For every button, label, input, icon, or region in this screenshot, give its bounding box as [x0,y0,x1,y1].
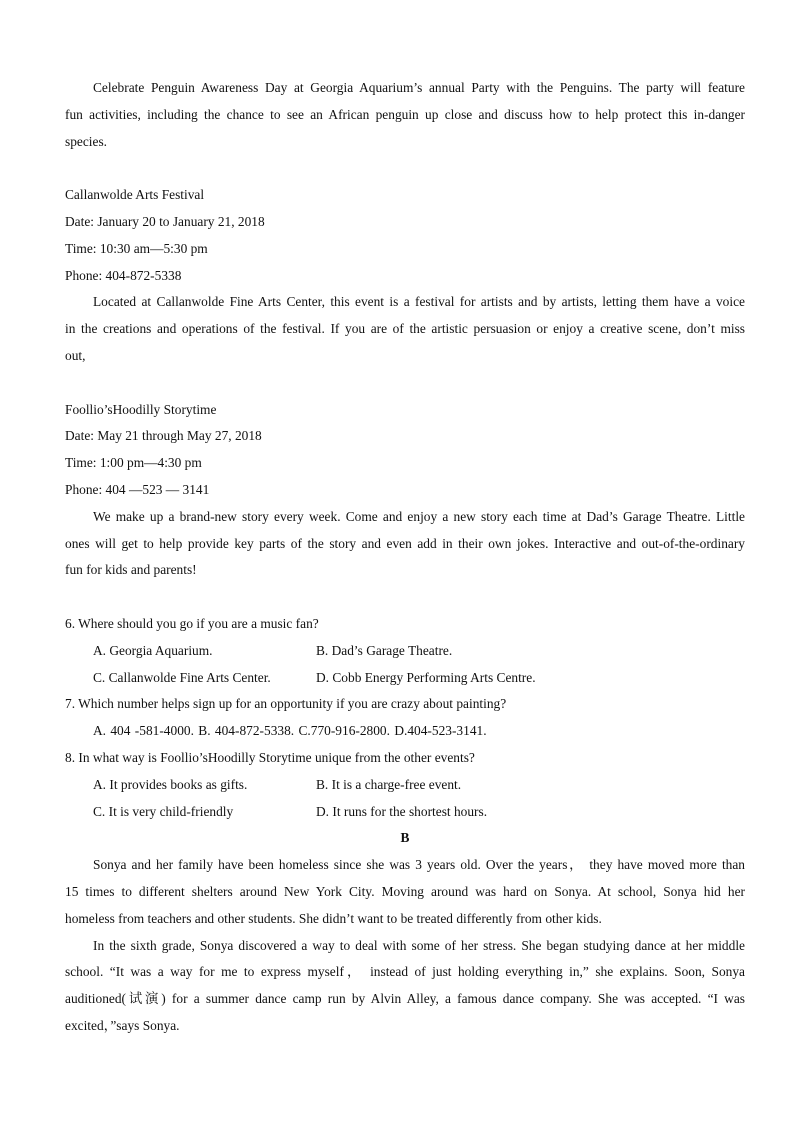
event-time: Time: 10:30 am—5:30 pm [65,240,208,256]
text-line: out, [65,347,86,363]
question-stem: 8. In what way is Foollio’sHoodilly Storytime unique from the other events? [65,749,475,765]
text-line: fun activities, including the chance to see an African penguin up close and discuss how to help protect this in-danger [65,106,745,122]
option-b: B. It is a charge-free event. [316,776,462,792]
text-line: In the sixth grade, Sonya discovered a way to deal with some of her stress. She began studying dance at her middle [93,937,745,953]
document-page [65,75,745,1040]
question-6 [65,611,745,691]
event-date: Date: May 21 through May 27, 2018 [65,428,262,444]
option-row [65,799,745,826]
option-d: D. It runs for the shortest hours. [316,803,488,819]
passage-b-paragraph-2 [65,933,745,1040]
passage-b-paragraph-1 [65,852,745,932]
text-line: auditioned(试演) for a summer dance camp run by Alvin Alley, a famous dance company. She was accepted. “I was [65,991,745,1007]
option-d: D. Cobb Energy Performing Arts Centre. [316,669,536,685]
event-phone: Phone: 404-872-5338 [65,267,182,283]
spacer [65,370,745,397]
option-c: C. It is very child-friendly [93,803,234,819]
text-line: school. “It was a way for me to express myself， instead of just holding everything in,” she explains. Soon, Sonya [65,964,745,980]
text-line: fun for kids and parents! [65,562,197,578]
option-a: A. It provides books as gifts. [93,776,248,792]
text-line: Sonya and her family have been homeless since she was 3 years old. Over the years， they have moved more than [93,857,745,873]
event-callanwolde [65,182,745,370]
event-storytime [65,397,745,585]
spacer [65,584,745,611]
text-line: in the creations and operations of the festival. If you are of the artistic persuasion or enjoy a creative scene, don’t miss [65,321,745,337]
event-title: Callanwolde Arts Festival [65,187,205,203]
event-title: Foollio’sHoodilly Storytime [65,401,217,417]
text-line: We make up a brand-new story every week. Come and enjoy a new story each time at Dad’s Garage Theatre. Little [93,508,745,524]
text-line: excited，”says Sonya. [65,1017,180,1033]
text-line: ones will get to help provide key parts of the story and even add in their own jokes. Interactive and out-of-the-ordinary [65,535,745,551]
event-time: Time: 1:00 pm—4:30 pm [65,455,202,471]
spacer [65,155,745,182]
intro-paragraph [65,75,745,155]
section-heading: B [400,830,410,846]
option-a: A. Georgia Aquarium. [93,642,213,658]
text-line: Celebrate Penguin Awareness Day at Georgia Aquarium’s annual Party with the Penguins. The party will feature [93,80,745,95]
option-row [65,638,745,665]
option-c: C. Callanwolde Fine Arts Center. [93,669,271,685]
text-line: species. [65,133,108,149]
option-row [65,772,745,799]
event-date: Date: January 20 to January 21, 2018 [65,213,265,229]
text-line: 15 times to different shelters around New York City. Moving around was hard on Sonya. At school, Sonya hid her [65,883,745,899]
option-line: A. 404 -581-4000. B. 404-872-5338. C.770-916-2800. D.404-523-3141. [93,723,487,739]
question-7 [65,691,745,745]
event-phone: Phone: 404 —523 — 3141 [65,481,210,497]
text-line: homeless from teachers and other students. She didn’t want to be treated differently from other kids. [65,910,602,926]
option-row [65,665,745,692]
question-stem: 7. Which number helps sign up for an opportunity if you are crazy about painting? [65,696,507,712]
question-stem: 6. Where should you go if you are a music fan? [65,615,319,631]
text-line: Located at Callanwolde Fine Arts Center, this event is a festival for artists and by artists, letting them have a voice [93,294,745,310]
option-b: B. Dad’s Garage Theatre. [316,642,453,658]
question-8 [65,745,745,825]
